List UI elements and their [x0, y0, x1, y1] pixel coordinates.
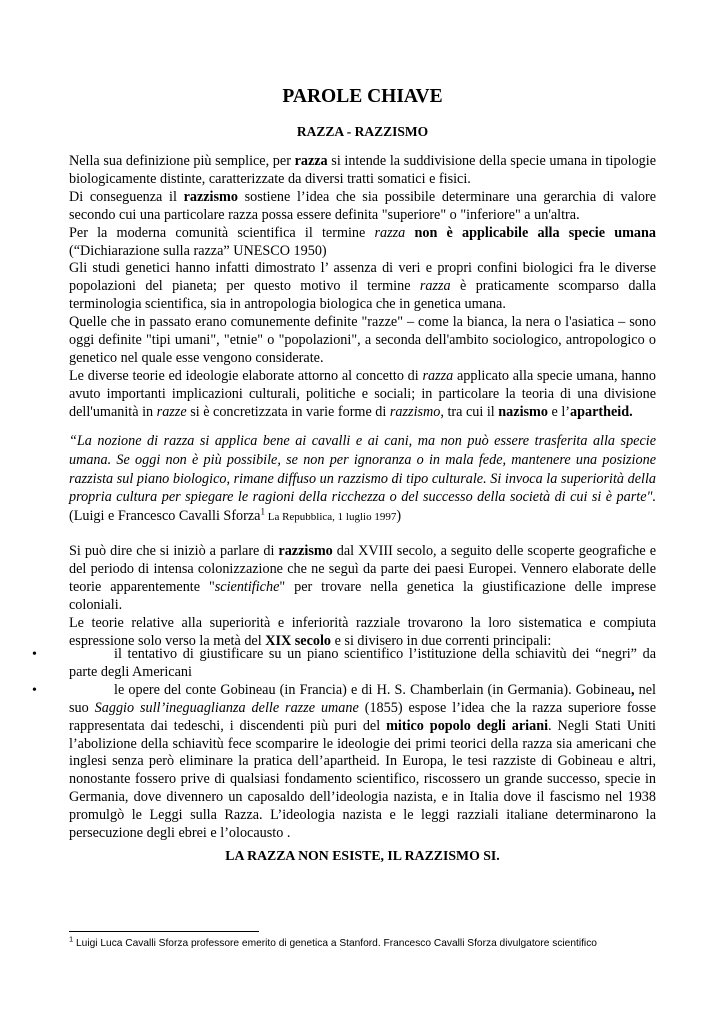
bold-term: razzismo — [183, 188, 238, 205]
footnote-reference[interactable]: 1 — [260, 506, 265, 517]
closing-statement: LA RAZZA NON ESISTE, IL RAZZISMO SI. — [225, 848, 500, 863]
text-span: . Negli Stati Uniti l’abolizione della schiavitù fece scomparire le ideologie dei primi teorici della razza sia americani che inglesi senza però eliminare la pratica dell’apartheid. In Europa, le tesi razziste di Gobineau e altri, nonostante fossero prive di qualsiasi fondamento scientifico, riscossero un grande successo, specie in Germania, dove divennero un caposaldo dell’ideologia nazista, e in Italia dove il fascismo nel 1938 promulgò le Leggi sulla Razza. L’ideologia nazista e le leggi razziali italiane determinarono la persecuzione degli ebrei e l’olocausto . — [69, 717, 656, 842]
footnote — [69, 934, 679, 949]
text-span: Si può dire che si iniziò a parlare di — [69, 543, 279, 559]
paragraph-popolazioni: Quelle che in passato erano comunemente definite "razze" – come la bianca, la nera o l'asiatica – sono oggi definite "tipi umani", "etnie" o "popolazioni", a seconda dell'ambito sociologico, antropologico o genetico nel quale esse vengono considerate. — [69, 314, 656, 366]
bold-term: razza — [294, 153, 328, 169]
quote-text: “La nozione di razza si applica bene ai cavalli e ai cani, ma non può essere trasferita alla specie umana. Se oggi non è più possibile, se non per ignoranza o in mala fede, mantenere una posizione razzista sul piano biologico, rimane diffuso un razzismo di tipo culturale. Si invoca la superiorità della propria cultura per spiegare le ragioni della ricchezza o del successo della società di cui si è parte". — [69, 433, 656, 506]
book-title: Saggio sull’ineguaglianza delle razze umane — [94, 699, 359, 716]
bullet-icon: • — [32, 682, 37, 698]
text-span: e l’ — [547, 403, 571, 420]
text-span: è praticamente scomparso dalla terminologia scientifica, sia in antropologia biologica che in genetica umana. — [69, 278, 656, 313]
footnote-divider — [69, 931, 259, 932]
list-item — [32, 646, 656, 682]
italic-term: razza — [419, 278, 451, 295]
text-span: Gli studi genetici hanno infatti dimostrato l’ assenza di veri e propri confini biologici fra le diverse popolazioni del pianeta; per questo motivo il termine — [69, 260, 656, 295]
intro-section — [69, 153, 656, 422]
quote-attribution: (Luigi e Francesco Cavalli Sforza — [69, 508, 261, 525]
quote-source: La Repubblica, 1 luglio 1997 — [264, 511, 397, 524]
text-span: Le diverse teorie ed ideologie elaborate attorno al concetto di — [69, 367, 423, 384]
paragraph-definition — [69, 153, 656, 189]
bold-term: XIX secolo — [265, 632, 332, 649]
text-span: e si divisero in due correnti principali: — [331, 632, 552, 649]
text-span: , tra cui il — [440, 403, 499, 420]
text-span: il tentativo di giustificare su un piano scientifico l’istituzione della schiavitù dei “negri” da parte degli Americani — [69, 646, 656, 680]
list-item-text — [69, 646, 656, 682]
text-span: Nella sua definizione più semplice, per — [69, 153, 295, 169]
bold-term: , — [630, 681, 635, 698]
text-span: (1855) espose l’idea che la razza superiore fosse rappresentata dai tedeschi, i discendenti più puri del — [69, 699, 656, 734]
text-span: Per la moderna comunità scientifica il termine — [69, 224, 375, 241]
italic-term: razzismo — [389, 403, 441, 420]
text-span: Di conseguenza il — [69, 188, 184, 205]
bullet-list — [32, 646, 656, 843]
bold-term: nazismo — [498, 403, 548, 420]
text-span: si è concretizzata in varie forme di — [186, 403, 390, 420]
quote-section — [69, 432, 656, 527]
paragraph-ideologies — [69, 368, 656, 422]
text-span: ) — [396, 508, 402, 525]
paragraph-razzismo — [69, 189, 656, 225]
paragraph-xviii-century — [69, 543, 656, 615]
italic-term: razza — [422, 367, 454, 384]
bullet-icon: • — [32, 647, 37, 662]
text-span: (“Dichiarazione sulla razza” UNESCO 1950) — [69, 242, 327, 259]
text-span: si intende la suddivisione della specie umana in tipologie biologicamente distinte, caratterizzate da diversi tratti somatici e fisici. — [69, 153, 656, 187]
list-item-text — [69, 682, 656, 843]
bold-term: razzismo — [278, 543, 333, 559]
page-title: PAROLE CHIAVE — [282, 86, 443, 107]
text-span: nel suo — [69, 681, 656, 716]
text-span: Le teorie relative alla superiorità e inferiorità razziale trovarono la loro sistematica e compiuta espressione solo verso la metà del — [69, 614, 656, 649]
page-subtitle: RAZZA - RAZZISMO — [296, 124, 429, 139]
footnote-text: Luigi Luca Cavalli Sforza professore emerito di genetica a Stanford. Francesco Cavalli Sforza divulgatore scientifico — [73, 938, 597, 949]
text-span: dal XVIII secolo, a seguito delle scoperte geografiche e del periodo di intensa colonizzazione che ne seguì da parte dei paesi Europei. Vennero elaborate delle teorie apparentemente " — [69, 543, 656, 595]
paragraph-unesco — [69, 225, 656, 261]
text-span: " per trovare nella genetica la giustificazione delle imprese coloniali. — [69, 578, 656, 613]
bold-term: non è applicabile alla specie umana — [414, 224, 656, 241]
text-span: le opere del conte Gobineau (in Francia) e di H. S. Chamberlain (in Germania). Gobineau — [114, 681, 631, 698]
cavalli-sforza-quote — [69, 432, 656, 527]
history-section — [69, 543, 656, 650]
list-item — [32, 681, 656, 843]
italic-term: razza — [374, 224, 406, 241]
bold-term: apartheid. — [570, 403, 633, 420]
footnote-number: 1 — [69, 934, 74, 944]
bold-term: mitico popolo degli ariani — [386, 717, 549, 734]
italic-term: razze — [156, 403, 187, 420]
paragraph-genetics — [69, 260, 656, 314]
italic-term: scientifiche — [214, 578, 280, 595]
text-span: sostiene l’idea che sia possibile determinare una gerarchia di valore secondo cui una particolare razza possa essere definita "superiore" o "inferiore" a un'altra. — [69, 188, 656, 223]
text-span: applicato alla specie umana, hanno avuto importanti implicazioni culturali, politiche e sociali; in particolare la teoria di una divisione dell'umanità in — [69, 367, 656, 420]
